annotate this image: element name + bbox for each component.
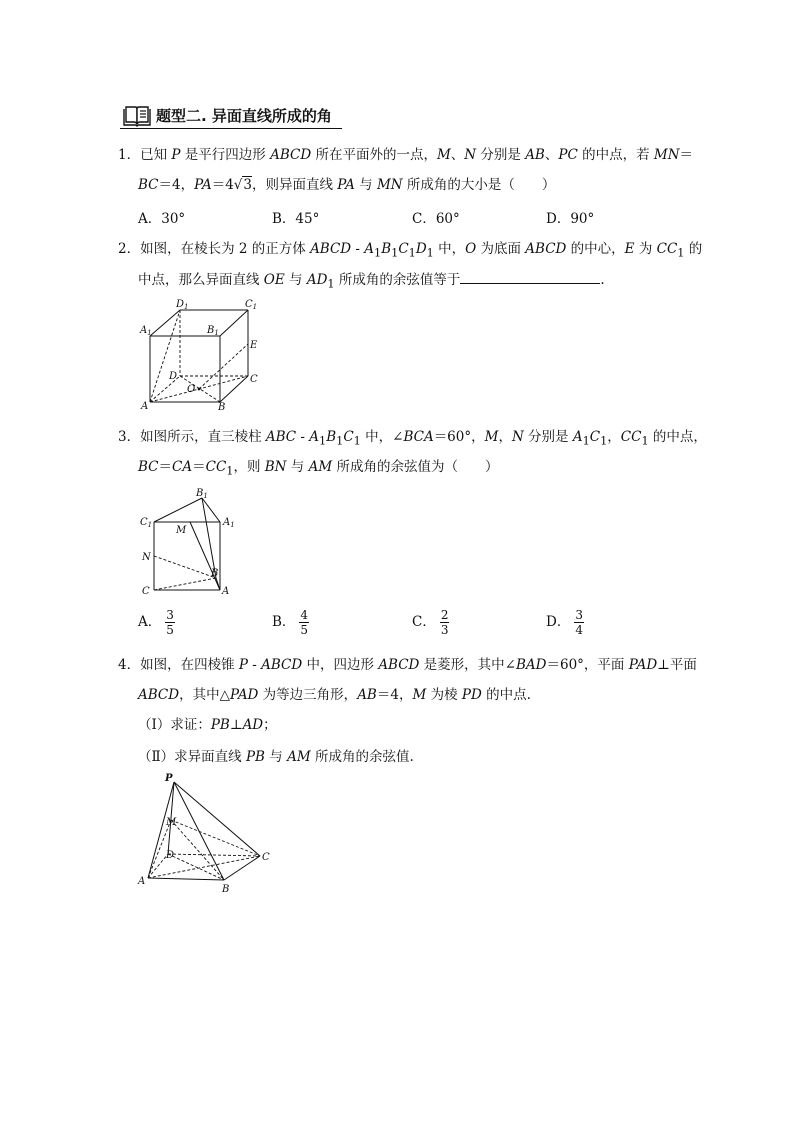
label-B: B	[218, 402, 226, 413]
book-icon	[122, 105, 152, 127]
q1-option-a[interactable]: A．30°	[138, 211, 186, 227]
q1-line2: BC＝4，PA＝4√3，则异面直线 PA 与 MN 所成角的大小是（ ）	[138, 177, 556, 193]
q1-option-d[interactable]: D．90°	[546, 211, 595, 227]
q4-line1: 4．如图，在四棱锥 P - ABCD 中，四边形 ABCD 是菱形，其中∠BAD＝60°，平面 PAD⊥平面	[118, 657, 697, 673]
q3-line2: $BC=CA=CC_1$，则 BN 与 AM 所成角的余弦值为（ ）	[138, 459, 499, 478]
label-B1: $B_1$	[196, 488, 208, 500]
q4-part1: （Ⅰ）求证：PB⊥AD；	[138, 717, 277, 733]
label-D: D	[166, 850, 175, 861]
label-A1: $A_1$	[223, 517, 235, 529]
section-title: 题型二. 异面直线所成的角	[156, 107, 332, 125]
section-header	[120, 104, 342, 129]
q3-option-a[interactable]: A． $\frac{3}{5}$	[138, 608, 174, 637]
label-C: C	[262, 852, 270, 863]
label-B: B	[222, 884, 230, 895]
label-M: M	[176, 525, 187, 536]
q2-line1: 2．如图，在棱长为 2 的正方体 ABCD - $A_1B_1C_1D_1$ 中，O 为底面 ABCD 的中心，E 为 $CC_1$ 的	[118, 241, 703, 260]
q1-option-c[interactable]: C．60°	[412, 211, 460, 227]
label-M: M	[166, 817, 177, 828]
q4-line2: ABCD，其中△PAD 为等边三角形，AB＝4，M 为棱 PD 的中点.	[138, 687, 531, 703]
q1-option-b[interactable]: B．45°	[272, 211, 320, 227]
label-C1: $C_1$	[140, 517, 153, 529]
label-N: N	[142, 552, 151, 563]
label-A: A	[222, 586, 230, 597]
q3-option-b[interactable]: B． $\frac{4}{5}$	[272, 608, 309, 637]
label-D: D	[169, 371, 178, 382]
label-A1: $A_1$	[140, 325, 152, 337]
label-B1: $B_1$	[207, 325, 219, 337]
pyramid-figure	[136, 770, 276, 898]
label-D1: $D_1$	[176, 299, 189, 311]
q3-line1: 3．如图所示，直三棱柱 ABC - $A_1B_1C_1$ 中，∠BCA＝60°，M，N 分别是 $A_1C_1$，$CC_1$ 的中点，	[118, 429, 707, 448]
label-O: O	[187, 384, 196, 395]
q3-option-c[interactable]: C． $\frac{2}{3}$	[412, 608, 449, 637]
q4-part2: （Ⅱ）求异面直线 PB 与 AM 所成角的余弦值.	[138, 749, 414, 765]
label-A: A	[138, 876, 146, 887]
label-C: C	[142, 586, 150, 597]
q1-line1: 1．已知 P 是平行四边形 ABCD 所在平面外的一点，M、N 分别是 AB、PC 的中点，若 MN＝	[118, 147, 694, 163]
q2-line2: 中点，那么异面直线 OE 与 $AD_1$ 所成角的余弦值等于 .	[138, 272, 605, 291]
label-P: P	[165, 773, 173, 784]
label-A: A	[141, 401, 149, 412]
cube-figure	[138, 296, 268, 414]
label-B: B	[211, 568, 219, 579]
label-C: C	[250, 374, 258, 385]
label-E: E	[250, 340, 258, 351]
label-C1: $C_1$	[245, 299, 258, 311]
answer-blank[interactable]	[460, 271, 600, 284]
q3-option-d[interactable]: D． $\frac{3}{4}$	[546, 608, 583, 637]
prism-figure	[136, 486, 242, 598]
